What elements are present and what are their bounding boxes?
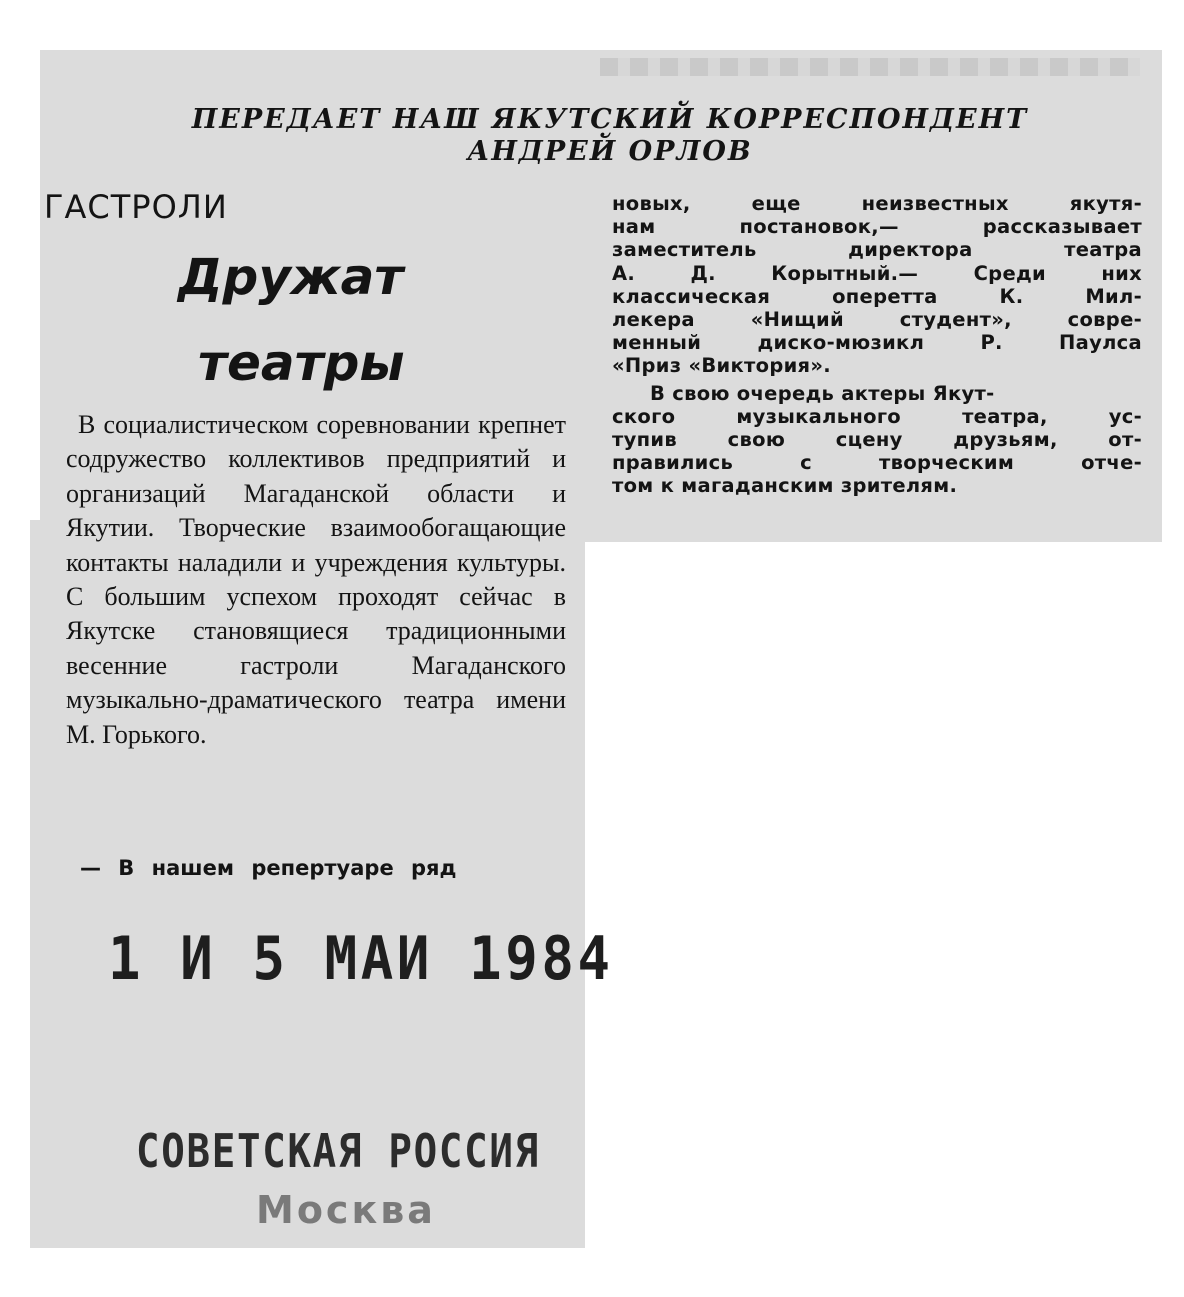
- city-stamp: Москва: [256, 1188, 436, 1232]
- text-line: нам постановок,— рассказывает: [612, 215, 1142, 239]
- text-line: тупив свою сцену друзьям, от-: [612, 428, 1142, 452]
- header-line-2: АНДРЕЙ ОРЛОВ: [467, 136, 753, 167]
- newspaper-stamp: СОВЕТСКАЯ РОССИЯ: [136, 1124, 540, 1178]
- text-line: классическая оперетта К. Мил-: [612, 284, 1142, 308]
- right-paragraph-2: [612, 382, 1142, 405]
- text-line: том к магаданским зрителям.: [612, 474, 958, 498]
- right-paragraph-1: [612, 192, 1142, 378]
- article-left-column: [66, 408, 566, 752]
- left-column-last-line: — В нашем репертуаре ряд: [80, 856, 457, 880]
- text-line: новых, еще неизвестных якутя-: [612, 192, 1142, 215]
- text-line: «Приз «Виктория».: [612, 354, 831, 378]
- text-line: ского музыкального театра, ус-: [612, 404, 1142, 428]
- date-stamp: 1 И 5 МАИ 1984: [108, 924, 614, 994]
- text-line: менный диско-мюзикл Р. Паулса: [612, 331, 1142, 355]
- text-line: лекера «Нищий студент», совре-: [612, 308, 1142, 332]
- text-line: заместитель директора театра: [612, 238, 1142, 262]
- left-paragraph: В социалистическом соревновании крепнет содружество коллективов предприятий и организаций Магаданской области и Якутии. Творческие взаимообогащающие контакты наладили и учреждения культуры. С большим успехом проходят сейчас в Якутске становящиеся традиционными весенние гастроли Магаданского музыкально-драматического театра имени М. Горького.: [66, 410, 566, 749]
- text-line: А. Д. Корытный.— Среди них: [612, 261, 1142, 285]
- text-line: В свою очередь актеры Якут-: [650, 381, 995, 405]
- rubric: ГАСТРОЛИ: [44, 188, 228, 226]
- article-right-column: [612, 192, 1142, 498]
- headline-line-2: театры: [198, 334, 405, 392]
- header-line-1: ПЕРЕДАЕТ НАШ ЯКУТСКИЙ КОРРЕСПОНДЕНТ: [191, 104, 1029, 135]
- headline-line-1: Дружат: [178, 248, 404, 306]
- right-paragraph-2-body: [612, 405, 1142, 498]
- text-line: правились с творческим отче-: [612, 451, 1142, 475]
- correspondent-header: [120, 104, 1100, 168]
- bleed-through-text: [600, 58, 1140, 76]
